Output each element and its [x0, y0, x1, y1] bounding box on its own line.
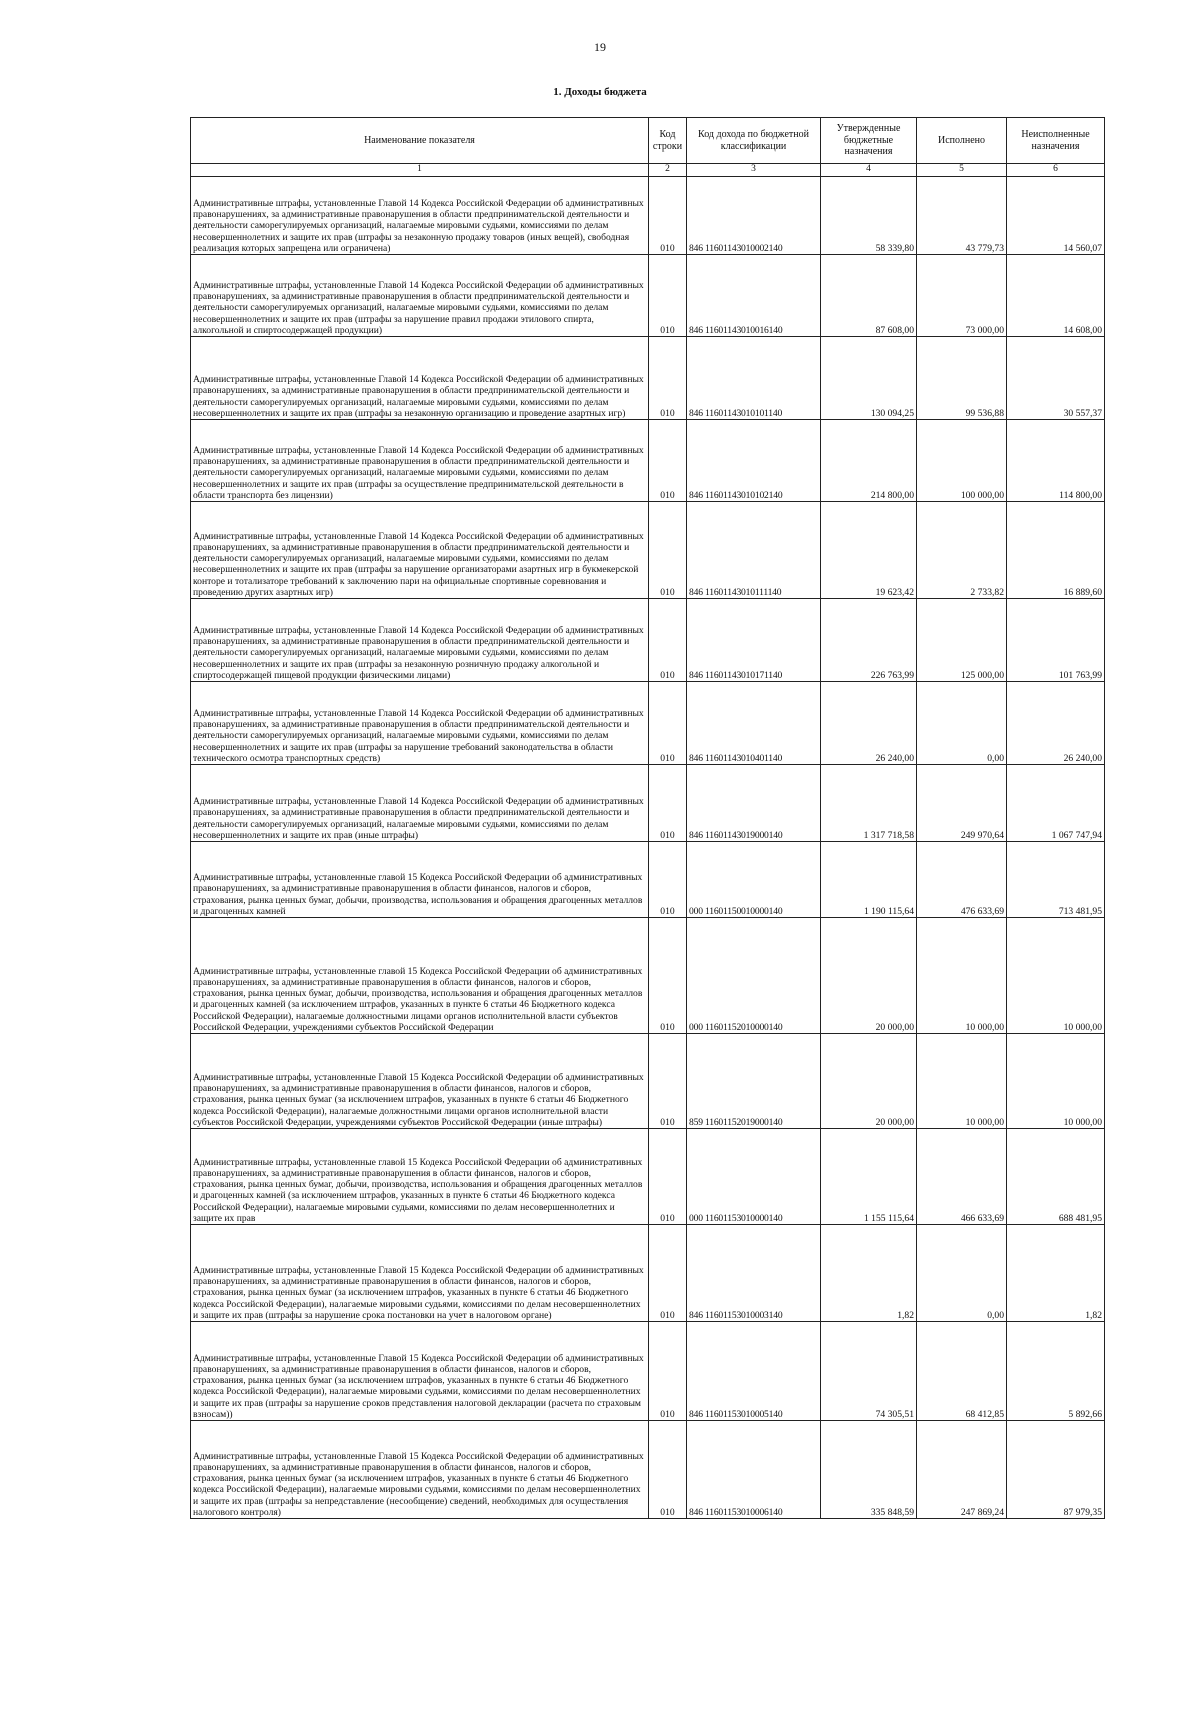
approved-amount: 226 763,99 — [821, 599, 917, 682]
approved-amount: 20 000,00 — [821, 1034, 917, 1129]
unexecuted-amount: 114 800,00 — [1007, 420, 1105, 502]
approved-amount: 1 155 115,64 — [821, 1129, 917, 1225]
approved-amount: 214 800,00 — [821, 420, 917, 502]
income-code: 000 11601150010000140 — [687, 842, 821, 918]
column-number-row — [191, 164, 1105, 177]
indicator-name: Административные штрафы, установленные Главой 14 Кодекса Российской Федерации об административных правонарушениях, за административные правонарушения в области предпринимательской деятельности и деятельности саморегулируемых организаций, налагаемые мировыми судьями, комиссиями по делам несовершеннолетних и защите их прав (штрафы за нарушение правил продажи этилового спирта, алкогольной и спиртосодержащей продукции) — [191, 255, 649, 337]
unexecuted-amount: 87 979,35 — [1007, 1421, 1105, 1519]
table-row — [191, 1034, 1105, 1129]
executed-amount: 0,00 — [917, 1225, 1007, 1322]
unexecuted-amount: 14 608,00 — [1007, 255, 1105, 337]
table-row — [191, 177, 1105, 255]
line-code: 010 — [649, 1034, 687, 1129]
unexecuted-amount: 14 560,07 — [1007, 177, 1105, 255]
unexecuted-amount: 101 763,99 — [1007, 599, 1105, 682]
approved-amount: 1,82 — [821, 1225, 917, 1322]
indicator-name: Административные штрафы, установленные Главой 15 Кодекса Российской Федерации об административных правонарушениях, за административные правонарушения в области финансов, налогов и сборов, страхования, рынка ценных бумаг (за исключением штрафов, указанных в пункте 6 статьи 46 Бюджетного кодекса Российской Федерации), налагаемые должностными лицами органов исполнительной власти субъектов Российской Федерации, учреждениями субъектов Российской Федерации (иные штрафы) — [191, 1034, 649, 1129]
page-number: 19 — [594, 40, 606, 54]
header-approved: Утвержденные бюджетные назначения — [821, 118, 917, 164]
income-code: 846 11601143010102140 — [687, 420, 821, 502]
executed-amount: 68 412,85 — [917, 1322, 1007, 1421]
income-code: 859 11601152019000140 — [687, 1034, 821, 1129]
unexecuted-amount: 26 240,00 — [1007, 682, 1105, 765]
approved-amount: 335 848,59 — [821, 1421, 917, 1519]
executed-amount: 73 000,00 — [917, 255, 1007, 337]
approved-amount: 20 000,00 — [821, 918, 917, 1034]
header-line-code: Код строки — [649, 118, 687, 164]
indicator-name: Административные штрафы, установленные Главой 14 Кодекса Российской Федерации об административных правонарушениях, за административные правонарушения в области предпринимательской деятельности и деятельности саморегулируемых организаций, налагаемые мировыми судьями, комиссиями по делам несовершеннолетних и защите их прав (иные штрафы) — [191, 765, 649, 842]
indicator-name: Административные штрафы, установленные Главой 14 Кодекса Российской Федерации об административных правонарушениях, за административные правонарушения в области предпринимательской деятельности и деятельности саморегулируемых организаций, налагаемые мировыми судьями, комиссиями по делам несовершеннолетних и защите их прав (штрафы за нарушение организаторами азартных игр в букмекерской конторе и тотализаторе требований к заключению пари на официальные спортивные соревнования и проведению других азартных игр) — [191, 502, 649, 599]
table-row — [191, 255, 1105, 337]
executed-amount: 99 536,88 — [917, 337, 1007, 420]
line-code: 010 — [649, 1225, 687, 1322]
indicator-name: Административные штрафы, установленные главой 15 Кодекса Российской Федерации об административных правонарушениях, за административные правонарушения в области финансов, налогов и сборов, страхования, рынка ценных бумаг, добычи, производства, использования и обращения драгоценных металлов и драгоценных камней (за исключением штрафов, указанных в пункте 6 статьи 46 Бюджетного кодекса Российской Федерации), налагаемые должностными лицами органов исполнительной власти субъектов Российской Федерации, учреждениями субъектов Российской Федерации — [191, 918, 649, 1034]
column-number: 4 — [821, 164, 917, 177]
income-code: 846 11601143010101140 — [687, 337, 821, 420]
table-row — [191, 918, 1105, 1034]
budget-income-table — [190, 117, 1105, 1519]
header-indicator-name: Наименование показателя — [191, 118, 649, 164]
column-number: 5 — [917, 164, 1007, 177]
table-row — [191, 1129, 1105, 1225]
indicator-name: Административные штрафы, установленные Главой 14 Кодекса Российской Федерации об административных правонарушениях, за административные правонарушения в области предпринимательской деятельности и деятельности саморегулируемых организаций, налагаемые мировыми судьями, комиссиями по делам несовершеннолетних и защите их прав (штрафы за нарушение требований законодательства в области технического осмотра транспортных средств) — [191, 682, 649, 765]
approved-amount: 1 317 718,58 — [821, 765, 917, 842]
approved-amount: 58 339,80 — [821, 177, 917, 255]
executed-amount: 466 633,69 — [917, 1129, 1007, 1225]
unexecuted-amount: 688 481,95 — [1007, 1129, 1105, 1225]
executed-amount: 247 869,24 — [917, 1421, 1007, 1519]
executed-amount: 10 000,00 — [917, 1034, 1007, 1129]
indicator-name: Административные штрафы, установленные Главой 15 Кодекса Российской Федерации об административных правонарушениях, за административные правонарушения в области финансов, налогов и сборов, страхования, рынка ценных бумаг (за исключением штрафов, указанных в пункте 6 статьи 46 Бюджетного кодекса Российской Федерации), налагаемые мировыми судьями, комиссиями по делам несовершеннолетних и защите их прав (штрафы за непредставление (несообщение) сведений, необходимых для осуществления налогового контроля) — [191, 1421, 649, 1519]
table-row — [191, 1225, 1105, 1322]
income-code: 846 11601143010111140 — [687, 502, 821, 599]
table-row — [191, 765, 1105, 842]
table-row — [191, 682, 1105, 765]
executed-amount: 10 000,00 — [917, 918, 1007, 1034]
line-code: 010 — [649, 502, 687, 599]
indicator-name: Административные штрафы, установленные Главой 15 Кодекса Российской Федерации об административных правонарушениях, за административные правонарушения в области финансов, налогов и сборов, страхования, рынка ценных бумаг (за исключением штрафов, указанных в пункте 6 статьи 46 Бюджетного кодекса Российской Федерации), налагаемые мировыми судьями, комиссиями по делам несовершеннолетних и защите их прав (штрафы за нарушение сроков представления налоговой декларации (расчета по страховым взносам)) — [191, 1322, 649, 1421]
executed-amount: 43 779,73 — [917, 177, 1007, 255]
indicator-name: Административные штрафы, установленные Главой 14 Кодекса Российской Федерации об административных правонарушениях, за административные правонарушения в области предпринимательской деятельности и деятельности саморегулируемых организаций, налагаемые мировыми судьями, комиссиями по делам несовершеннолетних и защите их прав (штрафы за незаконную розничную продажу алкогольной и спиртосодержащей пищевой продукции физическими лицами) — [191, 599, 649, 682]
approved-amount: 130 094,25 — [821, 337, 917, 420]
column-number: 6 — [1007, 164, 1105, 177]
income-code: 846 11601143010002140 — [687, 177, 821, 255]
executed-amount: 2 733,82 — [917, 502, 1007, 599]
column-number: 2 — [649, 164, 687, 177]
income-code: 846 11601153010003140 — [687, 1225, 821, 1322]
unexecuted-amount: 1,82 — [1007, 1225, 1105, 1322]
line-code: 010 — [649, 842, 687, 918]
unexecuted-amount: 5 892,66 — [1007, 1322, 1105, 1421]
line-code: 010 — [649, 337, 687, 420]
document-title: 1. Доходы бюджета — [553, 86, 647, 98]
income-code: 000 11601152010000140 — [687, 918, 821, 1034]
table-row — [191, 599, 1105, 682]
line-code: 010 — [649, 177, 687, 255]
income-code: 846 11601143010401140 — [687, 682, 821, 765]
line-code: 010 — [649, 1322, 687, 1421]
line-code: 010 — [649, 682, 687, 765]
line-code: 010 — [649, 1421, 687, 1519]
table-header-row — [191, 118, 1105, 164]
line-code: 010 — [649, 765, 687, 842]
executed-amount: 125 000,00 — [917, 599, 1007, 682]
income-code: 846 11601143019000140 — [687, 765, 821, 842]
unexecuted-amount: 10 000,00 — [1007, 1034, 1105, 1129]
table-row — [191, 1322, 1105, 1421]
header-executed: Исполнено — [917, 118, 1007, 164]
executed-amount: 249 970,64 — [917, 765, 1007, 842]
approved-amount: 87 608,00 — [821, 255, 917, 337]
executed-amount: 100 000,00 — [917, 420, 1007, 502]
table-row — [191, 842, 1105, 918]
table-row — [191, 337, 1105, 420]
unexecuted-amount: 1 067 747,94 — [1007, 765, 1105, 842]
indicator-name: Административные штрафы, установленные главой 15 Кодекса Российской Федерации об административных правонарушениях, за административные правонарушения в области финансов, налогов и сборов, страхования, рынка ценных бумаг, добычи, производства, использования и обращения драгоценных металлов и драгоценных камней (за исключением штрафов, указанных в пункте 6 статьи 46 Бюджетного кодекса Российской Федерации), налагаемые мировыми судьями, комиссиями по делам несовершеннолетних и защите их прав — [191, 1129, 649, 1225]
line-code: 010 — [649, 918, 687, 1034]
approved-amount: 74 305,51 — [821, 1322, 917, 1421]
table-row — [191, 420, 1105, 502]
line-code: 010 — [649, 255, 687, 337]
line-code: 010 — [649, 420, 687, 502]
income-code: 846 11601153010006140 — [687, 1421, 821, 1519]
income-code: 846 11601143010016140 — [687, 255, 821, 337]
executed-amount: 476 633,69 — [917, 842, 1007, 918]
table-row — [191, 502, 1105, 599]
approved-amount: 1 190 115,64 — [821, 842, 917, 918]
approved-amount: 19 623,42 — [821, 502, 917, 599]
executed-amount: 0,00 — [917, 682, 1007, 765]
column-number: 1 — [191, 164, 649, 177]
income-code: 846 11601153010005140 — [687, 1322, 821, 1421]
indicator-name: Административные штрафы, установленные Главой 14 Кодекса Российской Федерации об административных правонарушениях, за административные правонарушения в области предпринимательской деятельности и деятельности саморегулируемых организаций, налагаемые мировыми судьями, комиссиями по делам несовершеннолетних и защите их прав (штрафы за осуществление предпринимательской деятельности в области транспорта без лицензии) — [191, 420, 649, 502]
indicator-name: Административные штрафы, установленные главой 15 Кодекса Российской Федерации об административных правонарушениях, за административные правонарушения в области финансов, налогов и сборов, страхования, рынка ценных бумаг, добычи, производства, использования и обращения драгоценных металлов и драгоценных камней — [191, 842, 649, 918]
table-row — [191, 1421, 1105, 1519]
header-unexecuted: Неисполненные назначения — [1007, 118, 1105, 164]
line-code: 010 — [649, 599, 687, 682]
unexecuted-amount: 10 000,00 — [1007, 918, 1105, 1034]
unexecuted-amount: 713 481,95 — [1007, 842, 1105, 918]
header-income-code: Код дохода по бюджетной классификации — [687, 118, 821, 164]
indicator-name: Административные штрафы, установленные Главой 14 Кодекса Российской Федерации об административных правонарушениях, за административные правонарушения в области предпринимательской деятельности и деятельности саморегулируемых организаций, налагаемые мировыми судьями, комиссиями по делам несовершеннолетних и защите их прав (штрафы за незаконную продажу товаров (иных вещей), свободная реализация которых запрещена или ограничена) — [191, 177, 649, 255]
unexecuted-amount: 16 889,60 — [1007, 502, 1105, 599]
income-code: 846 11601143010171140 — [687, 599, 821, 682]
unexecuted-amount: 30 557,37 — [1007, 337, 1105, 420]
column-number: 3 — [687, 164, 821, 177]
income-code: 000 11601153010000140 — [687, 1129, 821, 1225]
indicator-name: Административные штрафы, установленные Главой 15 Кодекса Российской Федерации об административных правонарушениях, за административные правонарушения в области финансов, налогов и сборов, страхования, рынка ценных бумаг (за исключением штрафов, указанных в пункте 6 статьи 46 Бюджетного кодекса Российской Федерации), налагаемые мировыми судьями, комиссиями по делам несовершеннолетних и защите их прав (штрафы за нарушение срока постановки на учет в налоговом органе) — [191, 1225, 649, 1322]
indicator-name: Административные штрафы, установленные Главой 14 Кодекса Российской Федерации об административных правонарушениях, за административные правонарушения в области предпринимательской деятельности и деятельности саморегулируемых организаций, налагаемые мировыми судьями, комиссиями по делам несовершеннолетних и защите их прав (штрафы за незаконную организацию и проведение азартных игр) — [191, 337, 649, 420]
approved-amount: 26 240,00 — [821, 682, 917, 765]
line-code: 010 — [649, 1129, 687, 1225]
